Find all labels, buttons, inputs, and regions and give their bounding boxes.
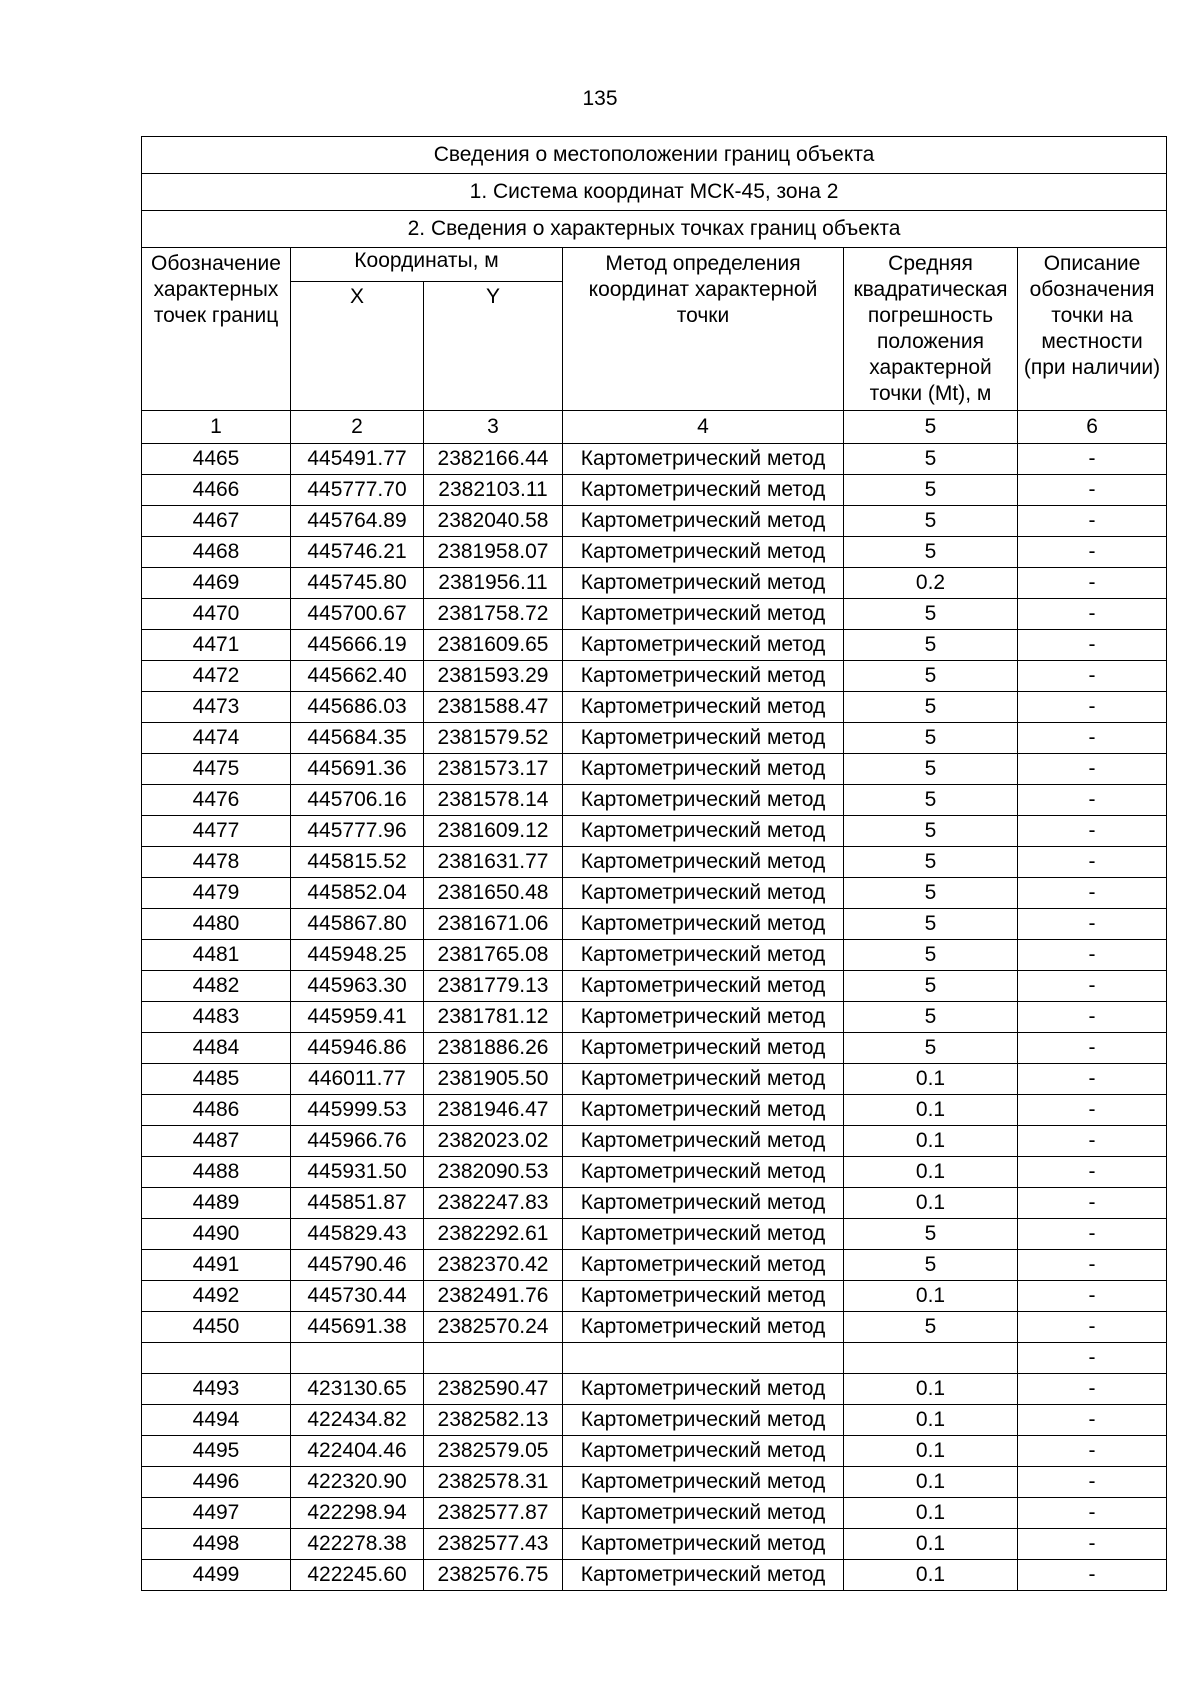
coordinate-y <box>424 1343 563 1374</box>
description-cell: - <box>1018 1095 1167 1126</box>
method-cell: Картометрический метод <box>563 599 844 630</box>
table-title-row <box>142 137 1167 174</box>
method-cell: Картометрический метод <box>563 1374 844 1405</box>
coordinate-x: 445999.53 <box>291 1095 424 1126</box>
description-cell: - <box>1018 692 1167 723</box>
coordinate-x: 445946.86 <box>291 1033 424 1064</box>
coordinate-x: 445867.80 <box>291 909 424 940</box>
error-cell: 5 <box>844 1250 1018 1281</box>
table-row <box>142 1374 1167 1405</box>
coordinate-x: 445691.36 <box>291 754 424 785</box>
error-cell: 5 <box>844 785 1018 816</box>
point-designation: 4478 <box>142 847 291 878</box>
description-cell: - <box>1018 1002 1167 1033</box>
table-row <box>142 1219 1167 1250</box>
coordinate-x: 445851.87 <box>291 1188 424 1219</box>
point-designation: 4465 <box>142 444 291 475</box>
table-row <box>142 940 1167 971</box>
error-cell: 5 <box>844 723 1018 754</box>
description-cell: - <box>1018 1281 1167 1312</box>
table-row <box>142 630 1167 661</box>
description-cell: - <box>1018 785 1167 816</box>
point-designation: 4473 <box>142 692 291 723</box>
method-cell: Картометрический метод <box>563 1095 844 1126</box>
table-row <box>142 816 1167 847</box>
description-cell: - <box>1018 506 1167 537</box>
point-designation: 4450 <box>142 1312 291 1343</box>
coordinate-x: 445691.38 <box>291 1312 424 1343</box>
coordinate-system-title: 1. Система координат МСК-45, зона 2 <box>142 174 1167 211</box>
method-cell: Картометрический метод <box>563 692 844 723</box>
table-row <box>142 909 1167 940</box>
method-cell: Картометрический метод <box>563 1157 844 1188</box>
point-designation <box>142 1343 291 1374</box>
coordinate-y: 2382023.02 <box>424 1126 563 1157</box>
table-row <box>142 971 1167 1002</box>
coordinate-x: 445931.50 <box>291 1157 424 1188</box>
coordinate-y: 2382292.61 <box>424 1219 563 1250</box>
coordinate-y: 2381781.12 <box>424 1002 563 1033</box>
method-cell: Картометрический метод <box>563 785 844 816</box>
coordinate-x: 422245.60 <box>291 1560 424 1591</box>
header-description: Описание обозначения точки на местности (при наличии) <box>1018 248 1167 411</box>
error-cell: 5 <box>844 1219 1018 1250</box>
table-row <box>142 1467 1167 1498</box>
error-cell: 5 <box>844 971 1018 1002</box>
method-cell: Картометрический метод <box>563 816 844 847</box>
error-cell: 0.1 <box>844 1498 1018 1529</box>
error-cell: 5 <box>844 506 1018 537</box>
error-cell <box>844 1343 1018 1374</box>
table-row <box>142 1343 1167 1374</box>
table-row <box>142 1281 1167 1312</box>
coordinate-x: 445959.41 <box>291 1002 424 1033</box>
table-row <box>142 754 1167 785</box>
method-cell: Картометрический метод <box>563 506 844 537</box>
coordinate-x: 445790.46 <box>291 1250 424 1281</box>
description-cell: - <box>1018 661 1167 692</box>
error-cell: 5 <box>844 599 1018 630</box>
method-cell: Картометрический метод <box>563 878 844 909</box>
coordinate-x: 445745.80 <box>291 568 424 599</box>
method-cell: Картометрический метод <box>563 1250 844 1281</box>
header-designation: Обозначение характерных точек границ <box>142 248 291 411</box>
point-designation: 4497 <box>142 1498 291 1529</box>
point-designation: 4481 <box>142 940 291 971</box>
error-cell: 0.1 <box>844 1374 1018 1405</box>
method-cell: Картометрический метод <box>563 1498 844 1529</box>
point-designation: 4485 <box>142 1064 291 1095</box>
method-cell: Картометрический метод <box>563 1405 844 1436</box>
description-cell: - <box>1018 475 1167 506</box>
table-row <box>142 1529 1167 1560</box>
method-cell: Картометрический метод <box>563 1219 844 1250</box>
table-row <box>142 1095 1167 1126</box>
column-number: 3 <box>424 411 563 444</box>
coordinate-y: 2381886.26 <box>424 1033 563 1064</box>
error-cell: 5 <box>844 444 1018 475</box>
method-cell <box>563 1343 844 1374</box>
point-designation: 4472 <box>142 661 291 692</box>
point-designation: 4467 <box>142 506 291 537</box>
method-cell: Картометрический метод <box>563 940 844 971</box>
method-cell: Картометрический метод <box>563 630 844 661</box>
method-cell: Картометрический метод <box>563 1126 844 1157</box>
table-row <box>142 599 1167 630</box>
description-cell: - <box>1018 599 1167 630</box>
coordinate-x: 422278.38 <box>291 1529 424 1560</box>
error-cell: 5 <box>844 1002 1018 1033</box>
description-cell: - <box>1018 1343 1167 1374</box>
coordinate-y: 2381631.77 <box>424 847 563 878</box>
error-cell: 5 <box>844 754 1018 785</box>
point-designation: 4493 <box>142 1374 291 1405</box>
coordinate-y: 2381946.47 <box>424 1095 563 1126</box>
point-designation: 4480 <box>142 909 291 940</box>
coordinate-y: 2381573.17 <box>424 754 563 785</box>
table-row <box>142 847 1167 878</box>
error-cell: 0.1 <box>844 1467 1018 1498</box>
point-designation: 4482 <box>142 971 291 1002</box>
coordinate-y: 2382040.58 <box>424 506 563 537</box>
table-row <box>142 475 1167 506</box>
description-cell: - <box>1018 1312 1167 1343</box>
coordinate-y: 2381905.50 <box>424 1064 563 1095</box>
error-cell: 5 <box>844 940 1018 971</box>
table-row <box>142 1126 1167 1157</box>
table-row <box>142 1498 1167 1529</box>
error-cell: 5 <box>844 537 1018 568</box>
point-designation: 4466 <box>142 475 291 506</box>
coordinate-y: 2381579.52 <box>424 723 563 754</box>
coordinate-y: 2382576.75 <box>424 1560 563 1591</box>
header-x: X <box>291 282 424 411</box>
description-cell: - <box>1018 878 1167 909</box>
method-cell: Картометрический метод <box>563 1033 844 1064</box>
coordinate-system-row <box>142 174 1167 211</box>
column-number: 4 <box>563 411 844 444</box>
section-title: 2. Сведения о характерных точках границ объекта <box>142 211 1167 248</box>
table-row <box>142 568 1167 599</box>
error-cell: 0.1 <box>844 1281 1018 1312</box>
error-cell: 5 <box>844 878 1018 909</box>
method-cell: Картометрический метод <box>563 1281 844 1312</box>
description-cell: - <box>1018 940 1167 971</box>
description-cell: - <box>1018 568 1167 599</box>
table-row <box>142 661 1167 692</box>
boundary-points-table <box>141 136 1167 1591</box>
coordinate-x: 445730.44 <box>291 1281 424 1312</box>
point-designation: 4474 <box>142 723 291 754</box>
coordinate-x: 445706.16 <box>291 785 424 816</box>
coordinate-x: 422320.90 <box>291 1467 424 1498</box>
point-designation: 4490 <box>142 1219 291 1250</box>
coordinate-x: 422404.46 <box>291 1436 424 1467</box>
description-cell: - <box>1018 444 1167 475</box>
point-designation: 4487 <box>142 1126 291 1157</box>
error-cell: 0.1 <box>844 1405 1018 1436</box>
coordinate-y: 2381779.13 <box>424 971 563 1002</box>
description-cell: - <box>1018 630 1167 661</box>
coordinate-x: 422298.94 <box>291 1498 424 1529</box>
coordinate-y: 2382247.83 <box>424 1188 563 1219</box>
coordinate-x: 445666.19 <box>291 630 424 661</box>
coordinate-x: 445777.70 <box>291 475 424 506</box>
coordinate-x: 422434.82 <box>291 1405 424 1436</box>
column-number: 2 <box>291 411 424 444</box>
header-row <box>142 248 1167 282</box>
coordinate-y: 2381765.08 <box>424 940 563 971</box>
error-cell: 5 <box>844 1033 1018 1064</box>
column-numbers-row <box>142 411 1167 444</box>
method-cell: Картометрический метод <box>563 444 844 475</box>
coordinate-y: 2382570.24 <box>424 1312 563 1343</box>
coordinate-x: 445491.77 <box>291 444 424 475</box>
method-cell: Картометрический метод <box>563 568 844 599</box>
table-row <box>142 1002 1167 1033</box>
table-row <box>142 1157 1167 1188</box>
point-designation: 4494 <box>142 1405 291 1436</box>
table-row <box>142 1560 1167 1591</box>
coordinate-y: 2382577.87 <box>424 1498 563 1529</box>
description-cell: - <box>1018 723 1167 754</box>
coordinate-x: 445746.21 <box>291 537 424 568</box>
description-cell: - <box>1018 909 1167 940</box>
description-cell: - <box>1018 1374 1167 1405</box>
coordinate-y: 2381758.72 <box>424 599 563 630</box>
point-designation: 4495 <box>142 1436 291 1467</box>
description-cell: - <box>1018 1405 1167 1436</box>
description-cell: - <box>1018 1064 1167 1095</box>
error-cell: 0.1 <box>844 1064 1018 1095</box>
method-cell: Картометрический метод <box>563 1467 844 1498</box>
coordinate-x: 445966.76 <box>291 1126 424 1157</box>
error-cell: 5 <box>844 847 1018 878</box>
method-cell: Картометрический метод <box>563 971 844 1002</box>
method-cell: Картометрический метод <box>563 1188 844 1219</box>
method-cell: Картометрический метод <box>563 1529 844 1560</box>
method-cell: Картометрический метод <box>563 723 844 754</box>
coordinate-y: 2382166.44 <box>424 444 563 475</box>
point-designation: 4492 <box>142 1281 291 1312</box>
error-cell: 0.1 <box>844 1157 1018 1188</box>
coordinate-y: 2382090.53 <box>424 1157 563 1188</box>
point-designation: 4470 <box>142 599 291 630</box>
description-cell: - <box>1018 847 1167 878</box>
table-row <box>142 692 1167 723</box>
method-cell: Картометрический метод <box>563 537 844 568</box>
table-row <box>142 1064 1167 1095</box>
table-row <box>142 785 1167 816</box>
description-cell: - <box>1018 1126 1167 1157</box>
coordinate-x: 446011.77 <box>291 1064 424 1095</box>
coordinate-y: 2382582.13 <box>424 1405 563 1436</box>
table-row <box>142 506 1167 537</box>
coordinate-y: 2382579.05 <box>424 1436 563 1467</box>
point-designation: 4471 <box>142 630 291 661</box>
point-designation: 4498 <box>142 1529 291 1560</box>
header-coordinates: Координаты, м <box>291 248 563 282</box>
description-cell: - <box>1018 816 1167 847</box>
method-cell: Картометрический метод <box>563 847 844 878</box>
error-cell: 0.1 <box>844 1529 1018 1560</box>
coordinate-y: 2381609.12 <box>424 816 563 847</box>
table-row <box>142 878 1167 909</box>
description-cell: - <box>1018 754 1167 785</box>
coordinate-y: 2382577.43 <box>424 1529 563 1560</box>
point-designation: 4484 <box>142 1033 291 1064</box>
table-row <box>142 1405 1167 1436</box>
point-designation: 4469 <box>142 568 291 599</box>
coordinate-x: 445852.04 <box>291 878 424 909</box>
page-number: 135 <box>582 87 618 110</box>
point-designation: 4477 <box>142 816 291 847</box>
table-body <box>142 137 1167 1591</box>
coordinate-y: 2381671.06 <box>424 909 563 940</box>
coordinate-y: 2382103.11 <box>424 475 563 506</box>
description-cell: - <box>1018 1467 1167 1498</box>
method-cell: Картометрический метод <box>563 1064 844 1095</box>
point-designation: 4488 <box>142 1157 291 1188</box>
coordinate-x: 445777.96 <box>291 816 424 847</box>
method-cell: Картометрический метод <box>563 1560 844 1591</box>
method-cell: Картометрический метод <box>563 661 844 692</box>
error-cell: 0.1 <box>844 1188 1018 1219</box>
point-designation: 4479 <box>142 878 291 909</box>
coordinate-y: 2381958.07 <box>424 537 563 568</box>
coordinate-x: 445764.89 <box>291 506 424 537</box>
coordinate-x: 445686.03 <box>291 692 424 723</box>
error-cell: 5 <box>844 909 1018 940</box>
coordinate-x: 445700.67 <box>291 599 424 630</box>
point-designation: 4496 <box>142 1467 291 1498</box>
point-designation: 4499 <box>142 1560 291 1591</box>
point-designation: 4489 <box>142 1188 291 1219</box>
error-cell: 5 <box>844 661 1018 692</box>
error-cell: 0.1 <box>844 1560 1018 1591</box>
section-title-row <box>142 211 1167 248</box>
description-cell: - <box>1018 1188 1167 1219</box>
header-y: Y <box>424 282 563 411</box>
error-cell: 5 <box>844 475 1018 506</box>
coordinate-x: 445684.35 <box>291 723 424 754</box>
column-number: 5 <box>844 411 1018 444</box>
description-cell: - <box>1018 1498 1167 1529</box>
coordinate-y: 2381650.48 <box>424 878 563 909</box>
description-cell: - <box>1018 1157 1167 1188</box>
coordinate-x: 445815.52 <box>291 847 424 878</box>
description-cell: - <box>1018 1250 1167 1281</box>
description-cell: - <box>1018 1436 1167 1467</box>
error-cell: 5 <box>844 816 1018 847</box>
point-designation: 4491 <box>142 1250 291 1281</box>
point-designation: 4476 <box>142 785 291 816</box>
table-title: Сведения о местоположении границ объекта <box>142 137 1167 174</box>
coordinate-x: 445948.25 <box>291 940 424 971</box>
description-cell: - <box>1018 1560 1167 1591</box>
table-row <box>142 537 1167 568</box>
coordinate-y: 2381578.14 <box>424 785 563 816</box>
coordinate-x <box>291 1343 424 1374</box>
error-cell: 5 <box>844 1312 1018 1343</box>
description-cell: - <box>1018 1529 1167 1560</box>
column-number: 1 <box>142 411 291 444</box>
point-designation: 4483 <box>142 1002 291 1033</box>
coordinate-y: 2382578.31 <box>424 1467 563 1498</box>
table-row <box>142 444 1167 475</box>
error-cell: 5 <box>844 630 1018 661</box>
table-row <box>142 723 1167 754</box>
column-number: 6 <box>1018 411 1167 444</box>
header-error: Средняя квадратическая погрешность положения характерной точки (Mt), м <box>844 248 1018 411</box>
method-cell: Картометрический метод <box>563 475 844 506</box>
method-cell: Картометрический метод <box>563 1002 844 1033</box>
table-row <box>142 1033 1167 1064</box>
coordinate-y: 2382370.42 <box>424 1250 563 1281</box>
description-cell: - <box>1018 1033 1167 1064</box>
description-cell: - <box>1018 971 1167 1002</box>
coordinate-y: 2382491.76 <box>424 1281 563 1312</box>
point-designation: 4475 <box>142 754 291 785</box>
method-cell: Картометрический метод <box>563 1436 844 1467</box>
coordinate-y: 2381609.65 <box>424 630 563 661</box>
table-row <box>142 1250 1167 1281</box>
description-cell: - <box>1018 537 1167 568</box>
table-row <box>142 1436 1167 1467</box>
description-cell: - <box>1018 1219 1167 1250</box>
error-cell: 0.2 <box>844 568 1018 599</box>
method-cell: Картометрический метод <box>563 1312 844 1343</box>
point-designation: 4486 <box>142 1095 291 1126</box>
point-designation: 4468 <box>142 537 291 568</box>
coordinate-y: 2382590.47 <box>424 1374 563 1405</box>
error-cell: 0.1 <box>844 1095 1018 1126</box>
coordinate-x: 445963.30 <box>291 971 424 1002</box>
coordinate-x: 445662.40 <box>291 661 424 692</box>
coordinate-x: 445829.43 <box>291 1219 424 1250</box>
coordinate-x: 423130.65 <box>291 1374 424 1405</box>
error-cell: 0.1 <box>844 1126 1018 1157</box>
header-method: Метод определения координат характерной точки <box>563 248 844 411</box>
coordinate-y: 2381588.47 <box>424 692 563 723</box>
method-cell: Картометрический метод <box>563 754 844 785</box>
error-cell: 0.1 <box>844 1436 1018 1467</box>
error-cell: 5 <box>844 692 1018 723</box>
table-row <box>142 1312 1167 1343</box>
coordinate-y: 2381593.29 <box>424 661 563 692</box>
coordinate-y: 2381956.11 <box>424 568 563 599</box>
method-cell: Картометрический метод <box>563 909 844 940</box>
table-row <box>142 1188 1167 1219</box>
